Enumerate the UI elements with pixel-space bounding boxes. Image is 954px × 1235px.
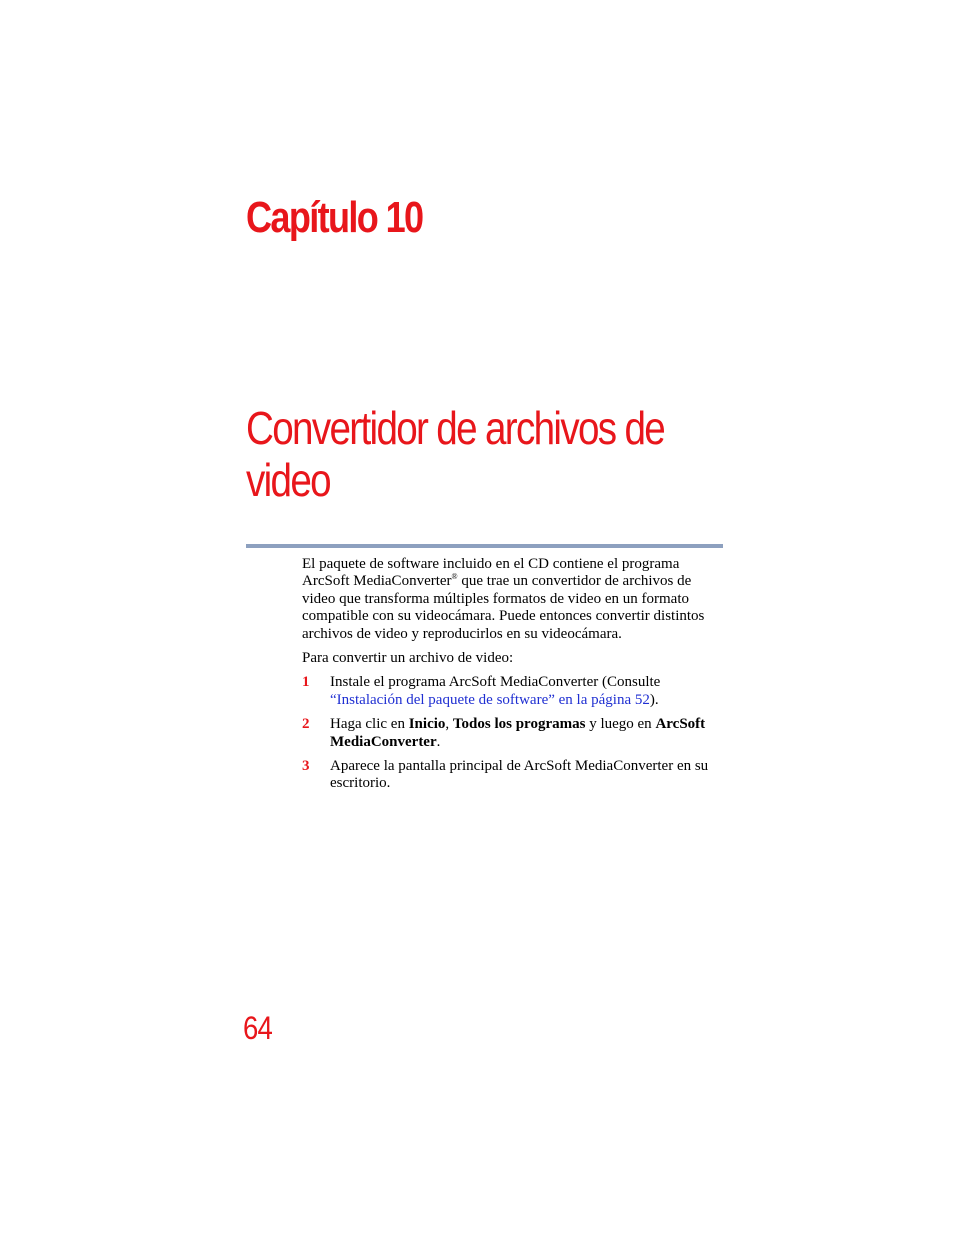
step-3 (302, 758, 726, 793)
todos-los-programas-term: Todos los programas (452, 716, 586, 733)
step-number: 3 (302, 758, 310, 775)
step-text (330, 716, 726, 751)
lead-in-text: Para convertir un archivo de video: (302, 650, 514, 667)
intro-text-end: que trae un convertidor de archivos de video que transforma múltiples formatos de video en un formato compatible con su videocámara. Puede entonces convertir distintos archivos de video y reproducirlos en su videocámara. (302, 573, 705, 642)
step-2 (302, 716, 726, 751)
step-1 (302, 674, 726, 709)
arcsoft-mediaconverter-term: ArcSoft MediaConverter (330, 716, 706, 750)
software-install-link[interactable]: “Instalación del paquete de software” en la página 52 (330, 691, 650, 708)
step-1-text-start: Instale el programa ArcSoft MediaConverter (Consulte (330, 674, 661, 691)
registered-mark: ® (451, 572, 458, 582)
page-number: 64 (243, 1010, 272, 1046)
step-number: 1 (302, 674, 310, 691)
step-1-text-end: ). (649, 691, 659, 708)
chapter-title: Convertidor de archivos de video (246, 402, 665, 506)
step-2-text: Haga clic en (330, 716, 409, 733)
steps-list (302, 674, 726, 792)
intro-text-start: El paquete de software incluido en el CD contiene el programa ArcSoft MediaConverter (302, 556, 680, 590)
step-2-text: , (445, 716, 453, 733)
step-number: 2 (302, 716, 310, 733)
step-2-text: . (436, 733, 441, 750)
step-2-text: y luego en (585, 716, 656, 733)
chapter-label: Capítulo 10 (246, 193, 423, 242)
title-rule (246, 544, 723, 548)
step-text (330, 674, 726, 709)
inicio-term: Inicio (408, 716, 446, 733)
intro-paragraph (302, 556, 726, 643)
body-content (302, 556, 726, 800)
step-text: Aparece la pantalla principal de ArcSoft MediaConverter en su escritorio. (330, 758, 709, 792)
